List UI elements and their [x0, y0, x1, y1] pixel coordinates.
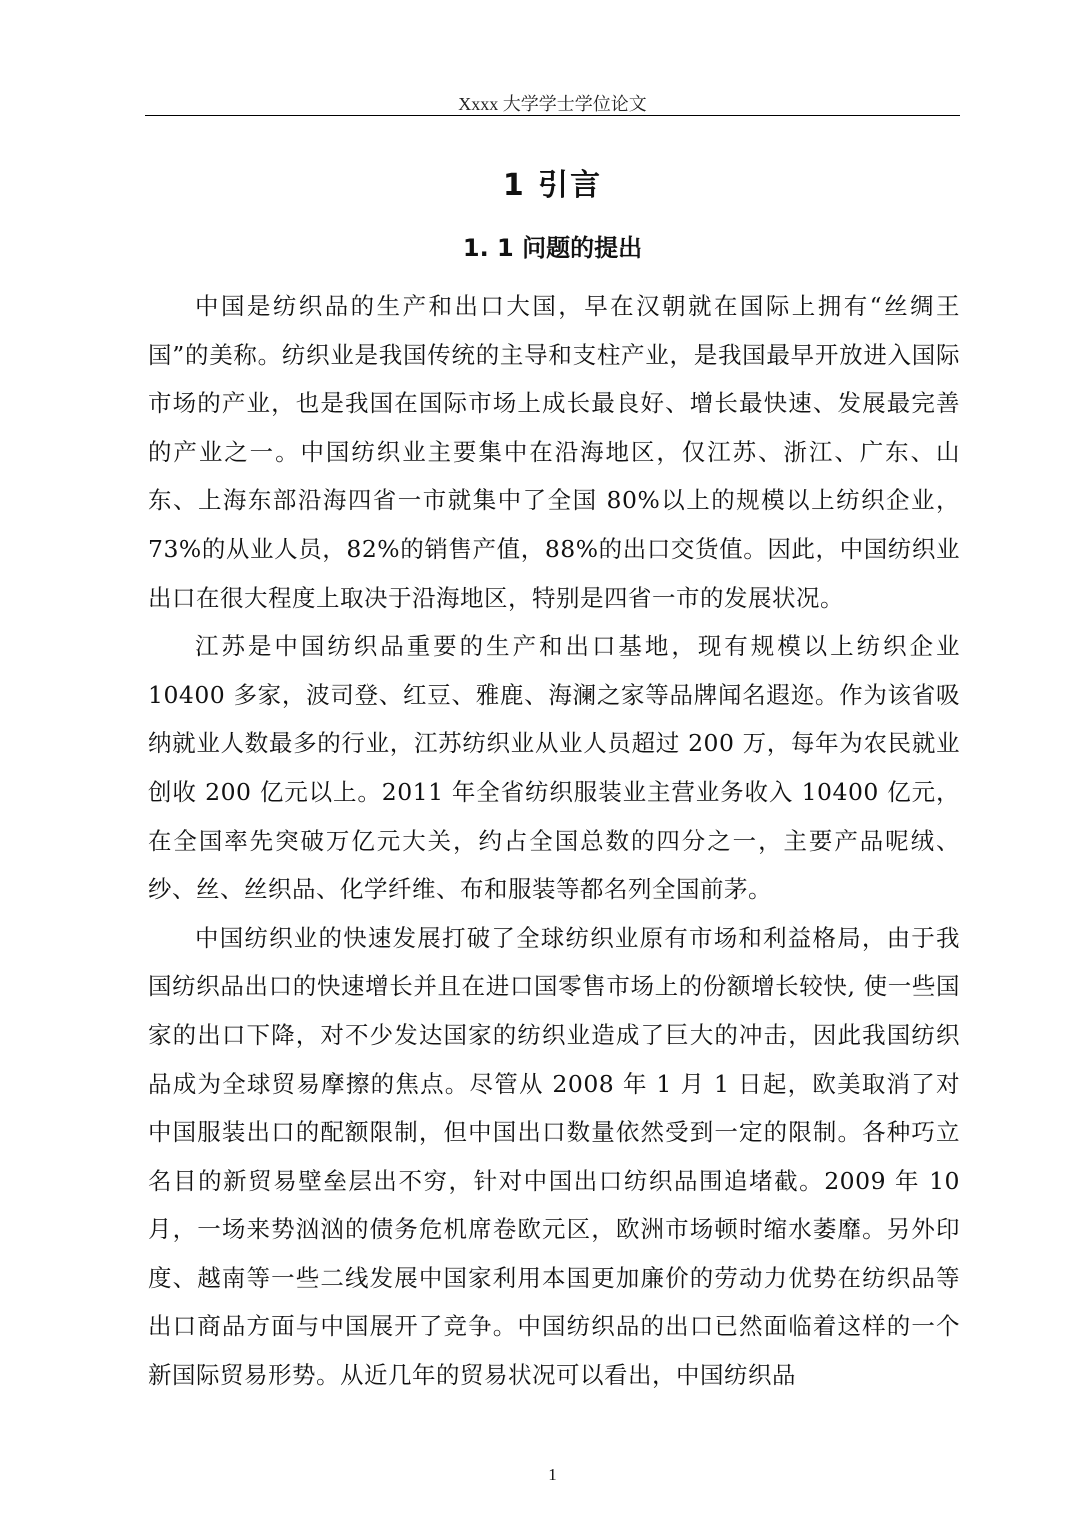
running-header: Xxxx 大学学士学位论文 — [458, 94, 647, 114]
section-title: 1. 1 问题的提出 — [462, 234, 643, 262]
paragraph: 中国纺织业的快速发展打破了全球纺织业原有市场和利益格局，由于我国纺织品出口的快速增长并且在进口国零售市场上的份额增长较快, 使一些国家的出口下降，对不少发达国家的纺织业造成了巨大的冲击，因此我国纺织品成为全球贸易摩擦的焦点。尽管从 2008 年 1 月 1 日起，欧美取消了对中国服装出口的配额限制，但中国出口数量依然受到一定的限制。各种巧立名目的新贸易壁垒层出不穷，针对中国出口纺织品围追堵截。2009 年 10 月，一场来势汹汹的债务危机席卷欧元区，欧洲市场顿时缩水萎靡。另外印度、越南等一些二线发展中国家利用本国更加廉价的劳动力优势在纺织品等出口商品方面与中国展开了竞争。中国纺织品的出口已然面临着这样的一个新国际贸易形势。从近几年的贸易状况可以看出，中国纺织品 — [148, 923, 960, 1390]
body-text — [148, 282, 960, 1400]
paragraph: 江苏是中国纺织品重要的生产和出口基地，现有规模以上纺织企业 10400 多家，波司登、红豆、雅鹿、海澜之家等品牌闻名遐迩。作为该省吸纳就业人数最多的行业，江苏纺织业从业人员超过 200 万，每年为农民就业创收 200 亿元以上。2011 年全省纺织服装业主营业务收入 10400 亿元，在全国率先突破万亿元大关，约占全国总数的四分之一，主要产品呢绒、纱、丝、丝织品、化学纤维、布和服装等都名列全国前茅。 — [148, 632, 960, 904]
chapter-title: 1 引言 — [502, 168, 603, 203]
header-rule — [145, 115, 960, 116]
paragraph: 中国是纺织品的生产和出口大国，早在汉朝就在国际上拥有“丝绸王国”的美称。纺织业是我国传统的主导和支柱产业，是我国最早开放进入国际市场的产业，也是我国在国际市场上成长最良好、增长最快速、发展最完善的产业之一。中国纺织业主要集中在沿海地区，仅江苏、浙江、广东、山东、上海东部沿海四省一市就集中了全国 80%以上的规模以上纺织企业，73%的从业人员，82%的销售产值，88%的出口交货值。因此，中国纺织业出口在很大程度上取决于沿海地区，特别是四省一市的发展状况。 — [148, 292, 960, 612]
page-number: 1 — [548, 1465, 557, 1484]
